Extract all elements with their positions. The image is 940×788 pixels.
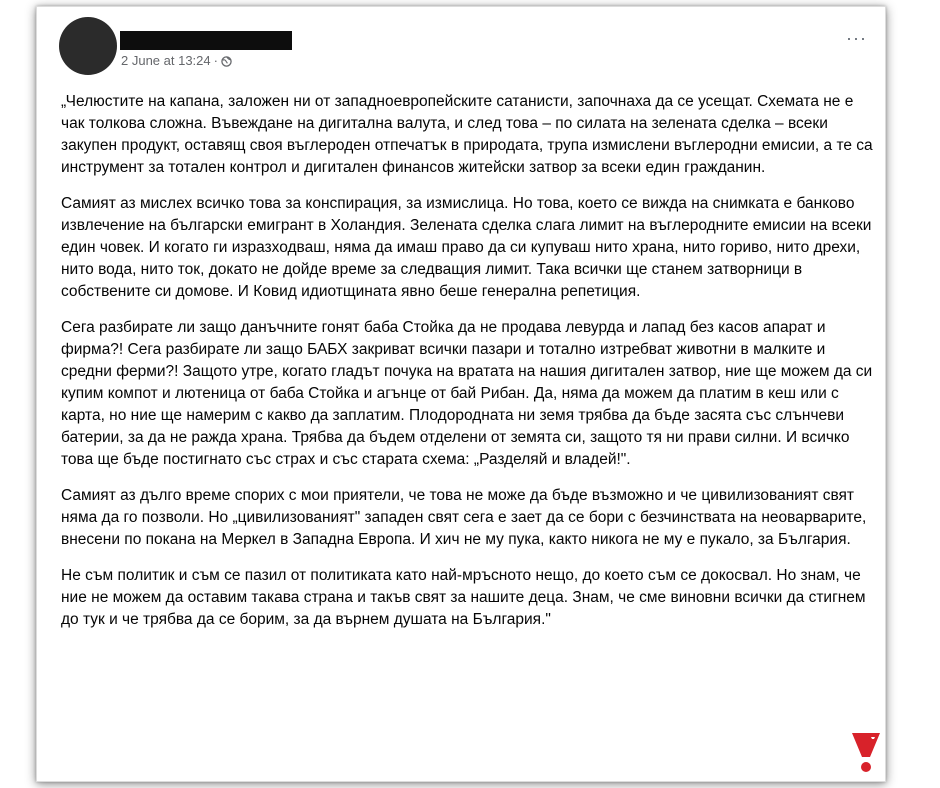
post-paragraph-2: Самият аз мислех всичко това за конспирация, за измислица. Но това, което се вижда на снимката е банково извлечение на български емигрант в Холандия. Зелената сделка слага лимит на въглеродните емисии на всеки един човек. И когато ги изразходваш, няма да имаш право да си купуваш нито храна, нито гориво, нито дрехи, нито вода, нито ток, докато не дойде време за следващия лимит. Така всички ще станем затворници в собствените си домове. И Ковид идиотщината явно беше генерална репетиция. [61, 195, 872, 300]
post-timestamp[interactable]: 2 June at 13:24 [121, 53, 211, 68]
ellipsis-icon: ··· [846, 28, 867, 48]
avatar[interactable] [59, 17, 117, 75]
post-meta [121, 53, 232, 68]
facebook-post-card [36, 6, 886, 782]
meta-separator: · [213, 53, 218, 68]
redacted-author-name[interactable] [120, 31, 292, 50]
globe-icon [221, 55, 232, 66]
post-paragraph-1: „Челюстите на капана, заложен ни от западноевропейските сатанисти, започнаха да се усещат. Схемата не е чак толкова сложна. Въвеждане на дигитална валута, и след това – по силата на зелената сделка – всеки закупен продукт, оставящ своя въглероден отпечатък в природата, трупа измислени въглеродни емисии, а те са инструмент за тотален контрол и дигитален финансов житейски затвор за всеки един гражданин. [61, 93, 873, 176]
post-paragraph-4: Самият аз дълго време спорих с мои приятели, че това не може да бъде възможно и че цивилизованият свят няма да го позволи. Но „цивилизованият" западен свят сега е зает да се бори с безчинствата на неоварварите, внесени по покана на Меркел в Западна Европа. И хич не му пука, както никога не му е пукало, за България. [61, 487, 867, 548]
post-text [61, 91, 877, 645]
more-options-button[interactable] [846, 28, 867, 48]
post-paragraph-5: Не съм политик и съм се пазил от политиката като най-мръсното нещо, до което съм се докосвал. Но знам, че ние не можем да оставим такава страна и такъв свят за нашите деца. Знам, че сме виновни всички да стигнем до тук и че трябва да се борим, за да върнем душата на България." [61, 567, 866, 628]
fact-check-logo-icon [851, 731, 881, 775]
post-paragraph-3: Сега разбирате ли защо данъчните гонят баба Стойка да не продава левурда и лапад без касов апарат и фирма?! Сега разбирате ли защо БАБХ закриват всички пазари и тотално изтребват животни в малките и средни ферми?! Защото утре, когато гладът почука на вратата на нашия дигитален затвор, ние ще можем да си купим компот и лютеница от баба Стойка и агънце от бай Рибан. Да, няма да можем да платим в кеш или с карта, но ние ще намерим с какво да заплатим. Плодородната ни земя трябва да бъде засята със слънчеви батерии, за да не ражда храна. Трябва да бъдем отделени от земята си, защото тя ни прави силни. И всичко това ще бъде постигнато със страх и със старата схема: „Разделяй и владей!". [61, 319, 873, 468]
